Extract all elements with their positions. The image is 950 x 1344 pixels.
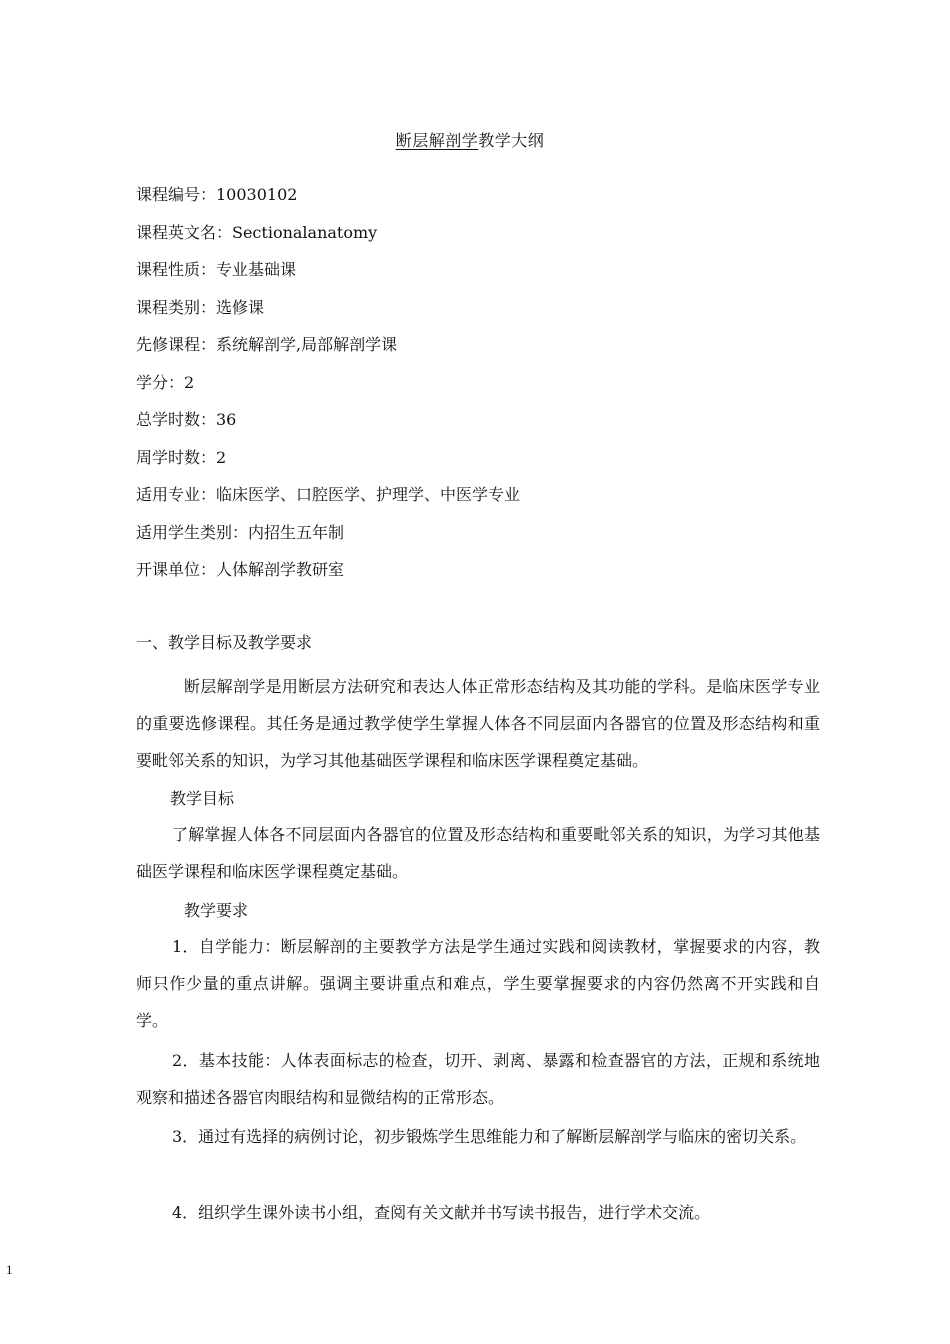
requirement-item: 2．基本技能：人体表面标志的检查，切开、剥离、暴露和检查器官的方法，正规和系统地观察和描述各器官肉眼结构和显微结构的正常形态。 bbox=[136, 1051, 820, 1107]
requirement-item: 1．自学能力：断层解剖的主要教学方法是学生通过实践和阅读教材，掌握要求的内容，教师只作少量的重点讲解。强调主要讲重点和难点，学生要掌握要求的内容仍然离不开实践和自学。 bbox=[136, 937, 820, 1030]
document-title-underlined: 断层解剖学 bbox=[395, 131, 479, 150]
section-heading: 一、教学目标及教学要求 bbox=[136, 633, 313, 652]
intro-paragraph: 断层解剖学是用断层方法研究和表达人体正常形态结构及其功能的学科。是临床医学专业的重要选修课程。其任务是通过教学使学生掌握人体各不同层面内各器官的位置及形态结构和重要毗邻关系的知识，为学习其他基础医学课程和临床医学课程奠定基础。 bbox=[136, 677, 820, 770]
document-title bbox=[0, 128, 940, 151]
course-category: 课程类别：选修课 bbox=[136, 297, 265, 317]
weekly-hours: 周学时数：2 bbox=[136, 447, 227, 467]
course-code: 课程编号：10030102 bbox=[136, 185, 298, 204]
page-number: 1 bbox=[6, 1262, 13, 1277]
course-info bbox=[136, 180, 520, 593]
requirement-item: 3．通过有选择的病例讨论，初步锻炼学生思维能力和了解断层解剖学与临床的密切关系。 bbox=[172, 1127, 807, 1146]
course-english-name: 课程英文名：Sectionalanatomy bbox=[136, 222, 378, 242]
applicable-student-type: 适用学生类别：内招生五年制 bbox=[136, 522, 345, 542]
course-credits: 学分：2 bbox=[136, 372, 195, 392]
document-title-rest: 教学大纲 bbox=[478, 131, 545, 150]
prerequisite-courses: 先修课程：系统解剖学,局部解剖学课 bbox=[136, 335, 398, 354]
requirements-heading: 教学要求 bbox=[184, 901, 249, 920]
goal-paragraph: 了解掌握人体各不同层面内各器官的位置及形态结构和重要毗邻关系的知识，为学习其他基础医学课程和临床医学课程奠定基础。 bbox=[136, 825, 820, 881]
teaching-unit: 开课单位：人体解剖学教研室 bbox=[136, 560, 345, 579]
applicable-majors: 适用专业：临床医学、口腔医学、护理学、中医学专业 bbox=[136, 485, 521, 504]
total-hours: 总学时数：36 bbox=[136, 410, 237, 429]
course-nature: 课程性质：专业基础课 bbox=[136, 260, 297, 279]
requirement-item: 4．组织学生课外读书小组，查阅有关文献并书写读书报告，进行学术交流。 bbox=[172, 1203, 711, 1222]
goal-heading: 教学目标 bbox=[170, 789, 235, 808]
